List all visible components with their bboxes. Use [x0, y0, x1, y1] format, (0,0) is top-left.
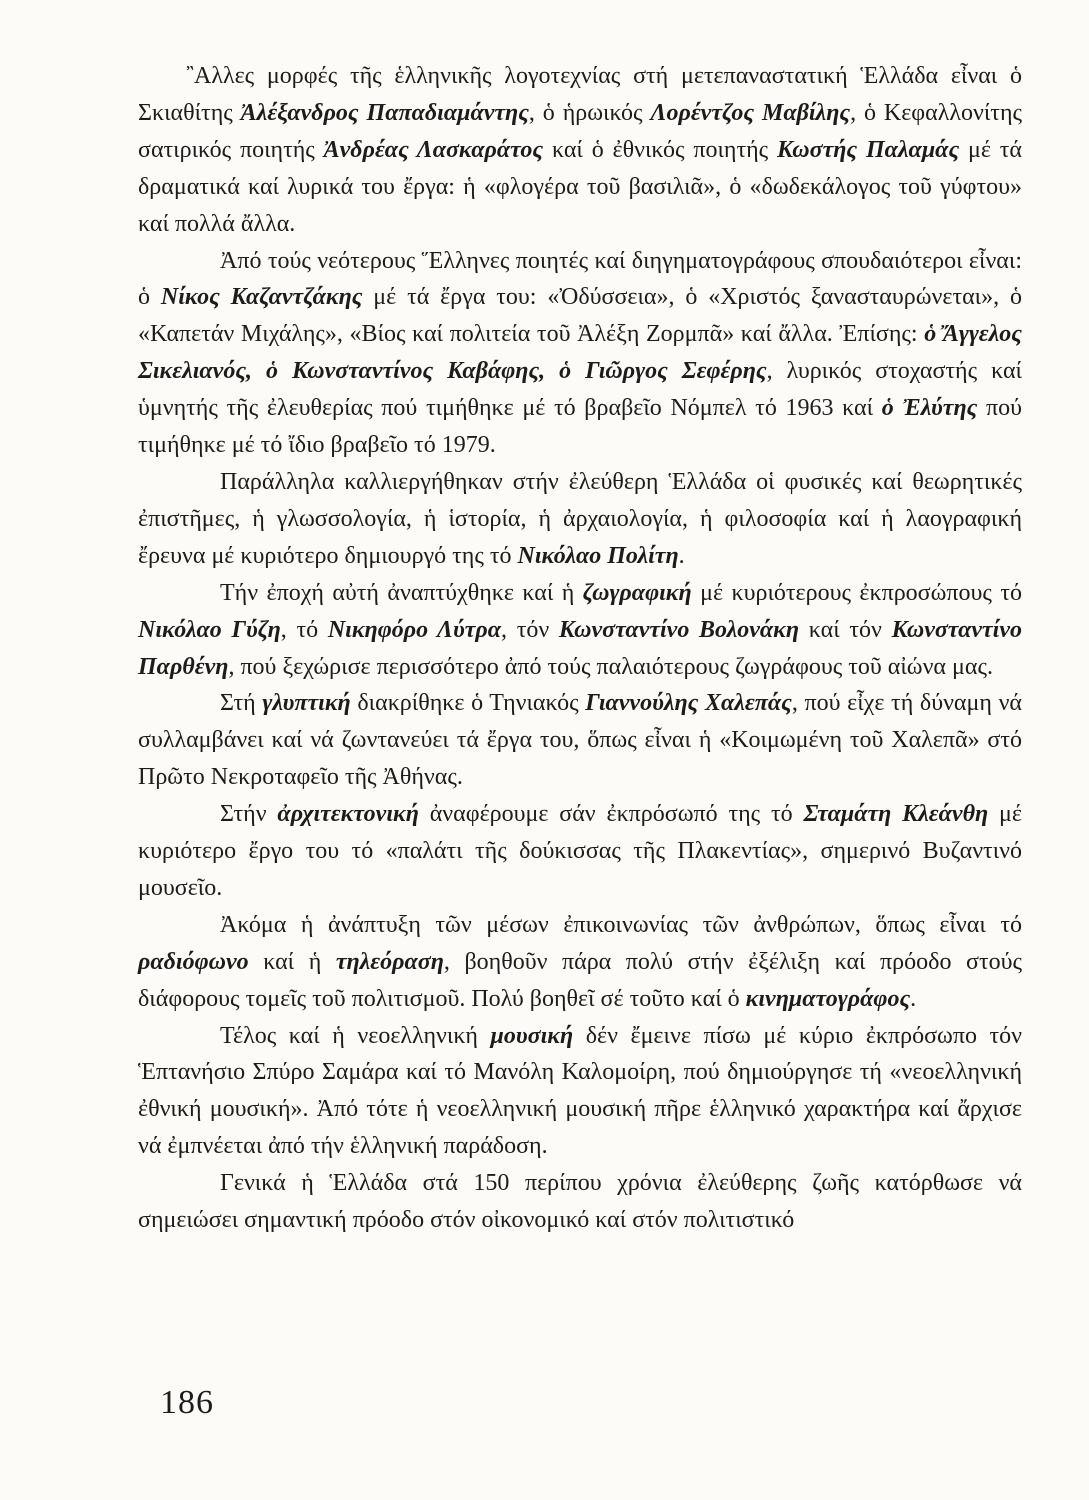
emphasized-name: Νικόλαο Γύζη — [138, 616, 281, 643]
paragraph: Τήν ἐποχή αὐτή ἀναπτύχθηκε καί ἡ ζωγραφική μέ κυριότερους ἐκπροσώπους τό Νικόλαο Γύζη, τό Νικηφόρο Λύτρα, τόν Κωνσταντίνο Βολονάκη καί τόν Κωνσταντίνο Παρθένη, πού ξεχώρισε περισσότερο ἀπό τούς παλαιότερους ζωγράφους τοῦ αἰώνα μας. — [138, 579, 1022, 680]
emphasized-name: τηλεόραση — [335, 948, 444, 975]
emphasized-name: γλυπτική — [262, 690, 351, 717]
paragraph: Γενικά ἡ Ἑλλάδα στά 150 περίπου χρόνια ἐλεύθερης ζωῆς κατόρθωσε νά σημειώσει σημαντική πρόοδο στόν οἰκονομικό καί στόν πολιτιστικό — [138, 1170, 1022, 1234]
emphasized-name: ὁ Ἄγγελος Σικελιανός, ὁ Κωνσταντίνος Καβάφης, ὁ Γιῶργος Σεφέρης — [138, 321, 1022, 385]
emphasized-name: Γιαννούλης Χαλεπάς — [585, 690, 792, 717]
emphasized-name: Νικηφόρο Λύτρα — [327, 616, 501, 643]
emphasized-name: Νικόλαο Πολίτη — [517, 542, 679, 569]
emphasized-name: Κωστής Παλαμάς — [777, 136, 960, 163]
emphasized-name: Σταμάτη Κλεάνθη — [803, 801, 989, 828]
emphasized-name: Ἀνδρέας Λασκαράτος — [323, 136, 544, 163]
emphasized-name: ὁ Ἐλύτης — [881, 395, 978, 422]
page-number: 186 — [160, 1384, 214, 1421]
emphasized-name: μουσική — [490, 1022, 574, 1049]
emphasized-name: Κωνσταντίνο Παρθένη — [138, 616, 1022, 680]
emphasized-name: Ἀλέξανδρος Παπαδιαμάντης — [240, 99, 529, 126]
emphasized-name: Λορέντζος Μαβίλης — [650, 99, 851, 126]
emphasized-name: κινηματογράφος — [745, 985, 911, 1012]
paragraph: Στή γλυπτική διακρίθηκε ὁ Τηνιακός Γιαννούλης Χαλεπάς, πού εἶχε τή δύναμη νά συλλαμβάνει καί νά ζωντανεύει τά ἔργα του, ὅπως εἶναι ἡ «Κοιμωμένη τοῦ Χαλεπᾶ» στό Πρῶτο Νεκροταφεῖο τῆς Ἀθήνας. — [138, 690, 1022, 791]
paragraph: Στήν ἀρχιτεκτονική ἀναφέρουμε σάν ἐκπρόσωπό της τό Σταμάτη Κλεάνθη μέ κυριότερο ἔργο του τό «παλάτι τῆς δούκισσας τῆς Πλακεντίας», σημερινό Βυζαντινό μουσεῖο. — [138, 801, 1022, 901]
emphasized-name: ραδιόφωνο — [138, 948, 249, 975]
paragraph: Τέλος καί ἡ νεοελληνική μουσική δέν ἔμεινε πίσω μέ κύριο ἐκπρόσωπο τόν Ἑπτανήσιο Σπύρο Σαμάρα καί τό Μανόλη Καλομοίρη, πού δημιούργησε τή «νεοελληνική ἐθνική μουσική». Ἀπό τότε ἡ νεοελληνική μουσική πῆρε ἑλληνικό χαρακτήρα καί ἄρχισε νά ἐμπνέεται ἀπό τήν ἑλληνική παράδοση. — [138, 1022, 1022, 1160]
emphasized-name: Κωνσταντίνο Βολονάκη — [558, 616, 800, 643]
paragraph: Ἀπό τούς νεότερους Ἕλληνες ποιητές καί διηγηματογράφους σπουδαιότεροι εἶναι: ὁ Νίκος Καζαντζάκης μέ τά ἔργα του: «Ὀδύσσεια», ὁ «Χριστός ξανασταυρώνεται», ὁ «Καπετάν Μιχάλης», «Βίος καί πολιτεία τοῦ Ἀλέξη Ζορμπᾶ» καί ἄλλα. Ἐπίσης: ὁ Ἄγγελος Σικελιανός, ὁ Κωνσταντίνος Καβάφης, ὁ Γιῶργος Σεφέρης, λυρικός στοχαστής καί ὑμνητής τῆς ἐλευθερίας πού τιμήθηκε μέ τό βραβεῖο Νόμπελ τό 1963 καί ὁ Ἐλύτης πού τιμήθηκε μέ τό ἴδιο βραβεῖο τό 1979. — [138, 247, 1023, 459]
emphasized-name: Νίκος Καζαντζάκης — [160, 284, 363, 311]
body-text — [138, 58, 1022, 1239]
paragraph: Παράλληλα καλλιεργήθηκαν στήν ἐλεύθερη Ἑλλάδα οἱ φυσικές καί θεωρητικές ἐπιστῆμες, ἡ γλωσσολογία, ἡ ἱστορία, ἡ ἀρχαιολογία, ἡ φιλοσοφία καί ἡ λαογραφική ἔρευνα μέ κυριότερο δημιουργό της τό Νικόλαο Πολίτη. — [138, 468, 1022, 569]
paragraph: Ἀκόμα ἡ ἀνάπτυξη τῶν μέσων ἐπικοινωνίας τῶν ἀνθρώπων, ὅπως εἶναι τό ραδιόφωνο καί ἡ τηλεόραση, βοηθοῦν πάρα πολύ στήν ἐξέλιξη καί πρόοδο στούς διάφορους τομεῖς τοῦ πολιτισμοῦ. Πολύ βοηθεῖ σέ τοῦτο καί ὁ κινηματογράφος. — [138, 911, 1022, 1012]
emphasized-name: ζωγραφική — [582, 579, 692, 606]
emphasized-name: ἀρχιτεκτονική — [277, 801, 419, 828]
paragraph: ῍Αλλες μορφές τῆς ἑλληνικῆς λογοτεχνίας στή μετεπαναστατική Ἑλλάδα εἶναι ὁ Σκιαθίτης Ἀλέξανδρος Παπαδιαμάντης, ὁ ἡρωικός Λορέντζος Μαβίλης, ὁ Κεφαλλονίτης σατιρικός ποιητής Ἀνδρέας Λασκαράτος καί ὁ ἐθνικός ποιητής Κωστής Παλαμάς μέ τά δραματικά καί λυρικά του ἔργα: ἡ «φλογέρα τοῦ βασιλιᾶ», ὁ «δωδεκάλογος τοῦ γύφτου» καί πολλά ἄλλα. — [138, 63, 1022, 237]
